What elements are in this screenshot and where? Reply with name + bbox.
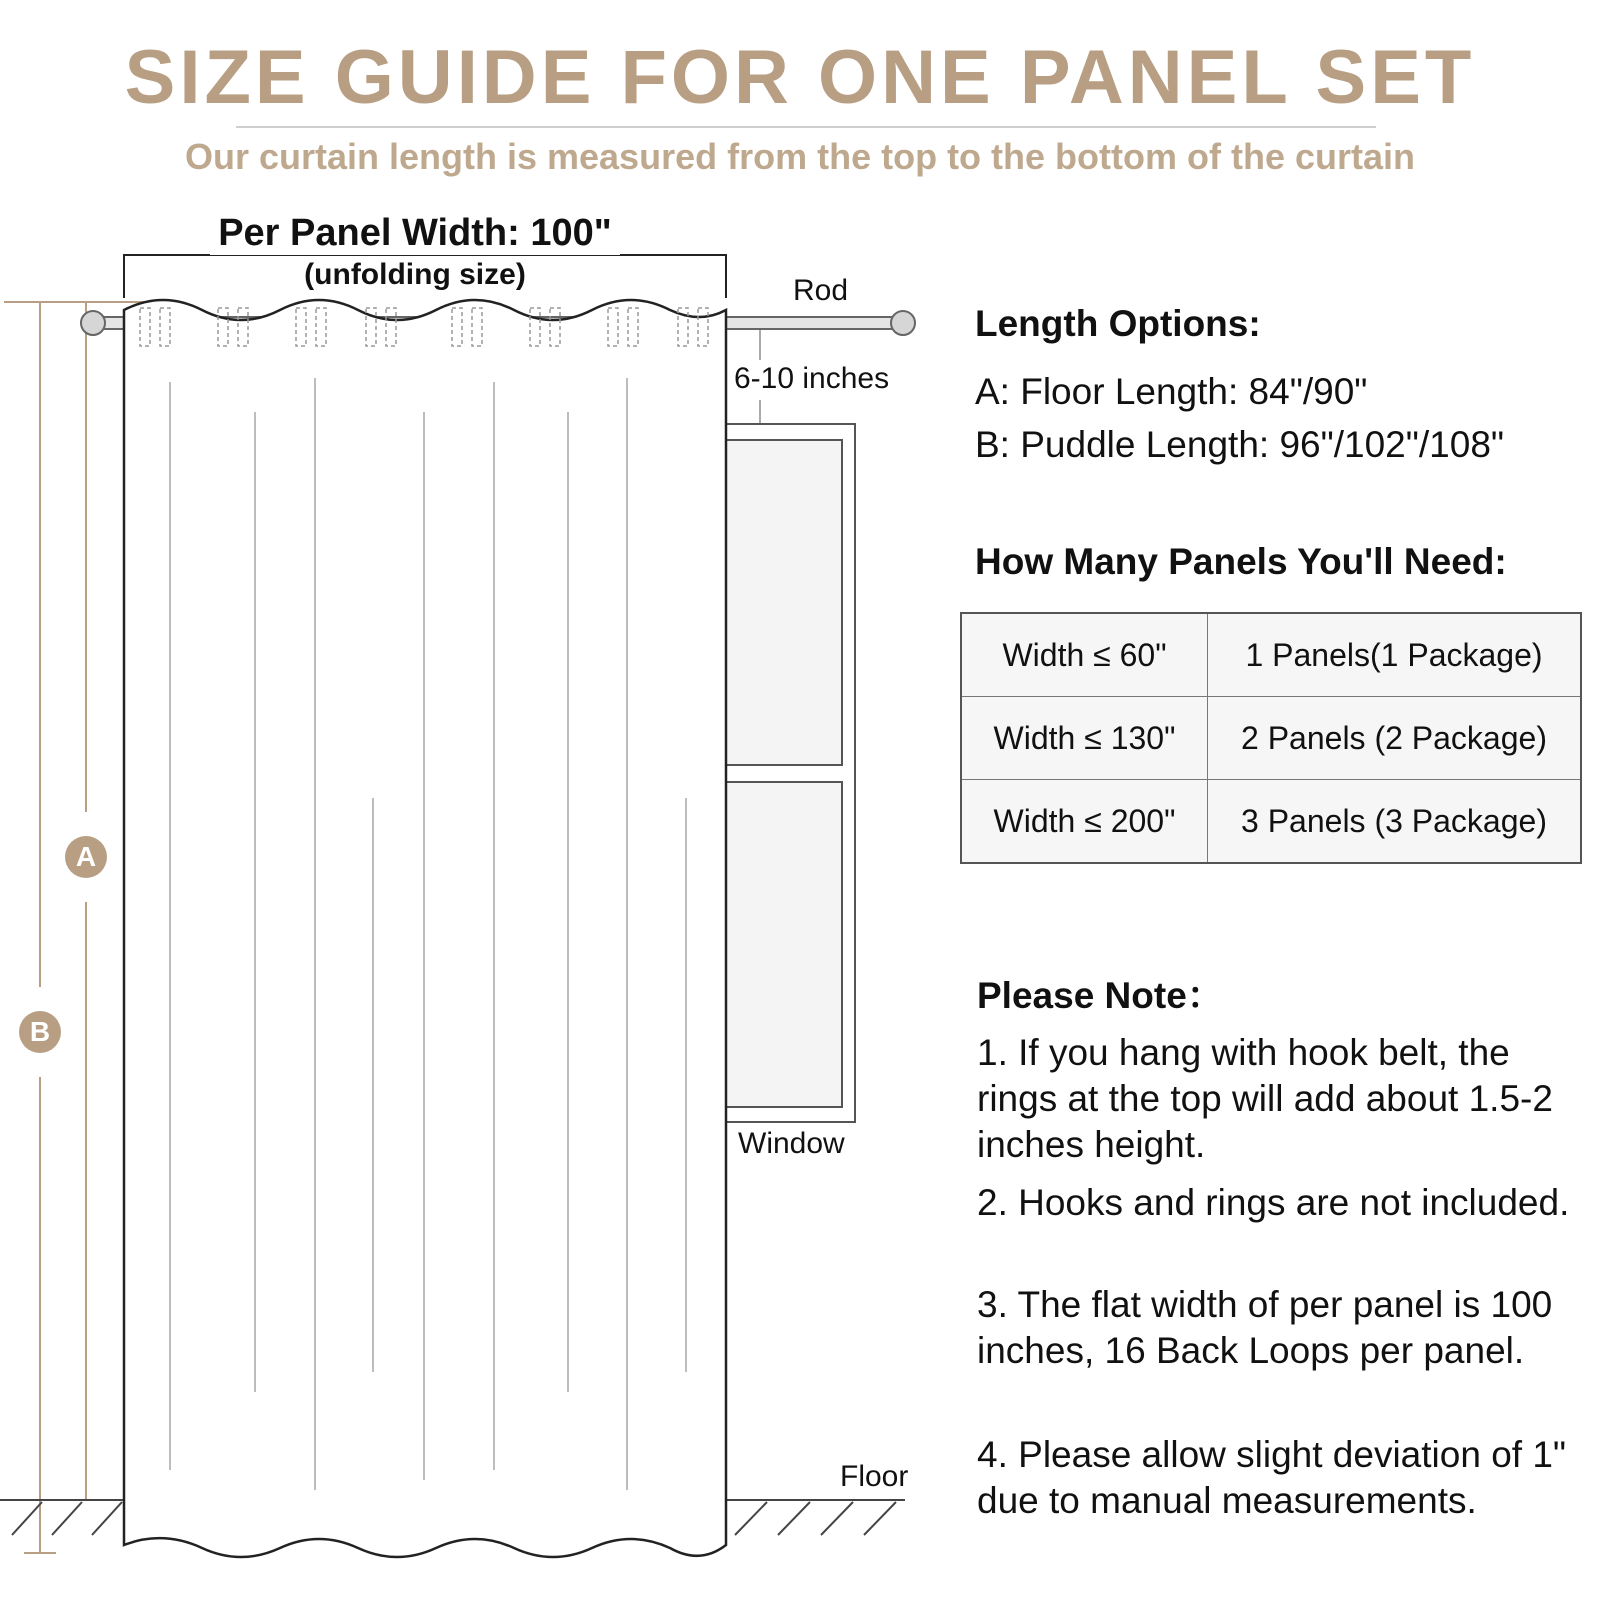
marker-a-badge: A	[65, 836, 107, 878]
note-item-2: 2. Hooks and rings are not included.	[977, 1182, 1570, 1223]
row-panels-cell: 1 Panels(1 Package)	[1208, 613, 1582, 697]
note-item-3: 3. The flat width of per panel is 100 inches, 16 Back Loops per panel.	[977, 1284, 1553, 1371]
panels-heading: How Many Panels You'll Need:	[975, 541, 1507, 582]
notes-heading: Please Note：	[977, 975, 1224, 1016]
note-item-4: 4. Please allow slight deviation of 1" due to manual measurements.	[977, 1434, 1567, 1521]
panels-table	[960, 612, 1582, 864]
rod-label: Rod	[793, 274, 849, 307]
row-width-cell: Width ≤ 200"	[961, 780, 1208, 864]
table-row	[961, 613, 1581, 697]
page-title: SIZE GUIDE FOR ONE PANEL SET	[124, 35, 1476, 120]
panel-width-sublabel: (unfolding size)	[304, 258, 526, 291]
page-subtitle: Our curtain length is measured from the top to the bottom of the curtain	[184, 136, 1416, 177]
floor-label: Floor	[840, 1460, 909, 1493]
row-width-cell: Width ≤ 130"	[961, 697, 1208, 780]
window-pane-top	[712, 440, 842, 765]
table-row	[961, 780, 1581, 864]
table-row	[961, 697, 1581, 780]
row-width-cell: Width ≤ 60"	[961, 613, 1208, 697]
length-option-b: B: Puddle Length: 96"/102"/108"	[975, 424, 1505, 465]
note-item-1: 1. If you hang with hook belt, the rings at the top will add about 1.5-2 inches height.	[977, 1032, 1553, 1165]
marker-b-badge: B	[19, 1011, 61, 1053]
length-options-heading: Length Options:	[975, 303, 1261, 344]
panel-width-label: Per Panel Width: 100"	[210, 212, 620, 255]
gap-label: 6-10 inches	[734, 362, 890, 395]
window-label: Window	[738, 1127, 845, 1160]
length-option-a: A: Floor Length: 84"/90"	[975, 371, 1368, 412]
row-panels-cell: 2 Panels (2 Package)	[1208, 697, 1582, 780]
rod-finial-left	[81, 311, 105, 335]
row-panels-cell: 3 Panels (3 Package)	[1208, 780, 1582, 864]
window-pane-bottom	[712, 782, 842, 1107]
rod-finial-right	[891, 311, 915, 335]
